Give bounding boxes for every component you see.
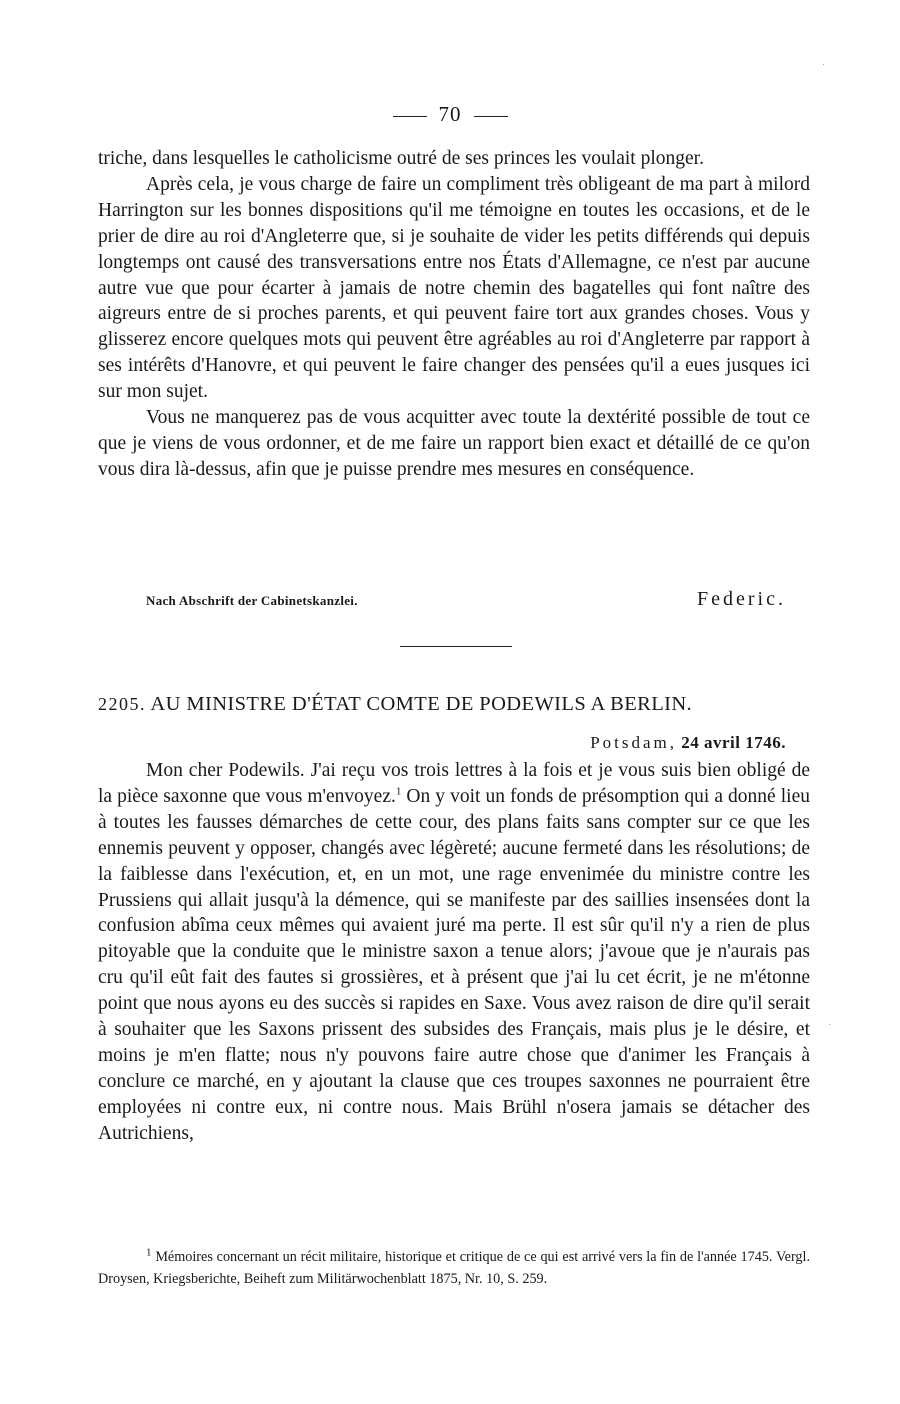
letter-body [98, 758, 810, 1147]
signature: Federic. [697, 588, 786, 610]
letter-body-paragraph [98, 758, 810, 1147]
letter-dateline [0, 733, 786, 753]
scan-speck: · [822, 60, 826, 71]
scan-speck: · [828, 1020, 832, 1031]
page-number-dash-right [474, 116, 508, 117]
letter-body-main: On y voit un fonds de présomption qui a donné lieu à toutes les fausses démarches de cette cour, des plans faits sans compter sur ce que les ennemis peuvent y opposer, changés avec légèreté; aucune fermeté dans les résolutions; de la faiblesse dans l'exécution, et, en un mot, une rage envenimée du ministre contre les Prussiens qui allait jusqu'à la démence, qui se manifeste par des saillies insensées dont la confusion abîma ceux mêmes qui avaient juré ma perte. Il est sûr qu'il n'y a rien de plus pitoyable que la conduite que le ministre saxon a tenue alors; j'avoue que je n'aurais pas cru qu'il eût fait des fautes si grossières, et à présent que j'ai lu cet écrit, je ne m'étonne point que nous ayons eu des succès si rapides en Saxe. Vous avez raison de dire qu'il serait à souhaiter que les Saxons prissent des subsides des Français, mais plus je le désire, et moins je m'en flatte; nous n'y pouvons faire autre chose que d'animer les Français à conclure ce marché, en y ajoutant la clause que ces troupes saxonnes ne pourraient être employées ni contre eux, ni contre nous. Mais Brühl n'osera jamais se détacher des Autrichiens, [98, 785, 810, 1144]
previous-letter-ending [98, 146, 810, 483]
letter-body-opening: Mon cher Podewils. J'ai reçu vos trois lettres à la fois et je vous suis bien obligé de la pièce saxonne que vous m'envoyez. [98, 760, 810, 807]
paragraph-continuation: triche, dans lesquelles le catholicisme outré de ses princes les voulait plonger. [98, 148, 704, 169]
footnote-mark: 1 [146, 1246, 152, 1259]
letter-separator-rule [400, 646, 512, 647]
source-and-signature [146, 588, 786, 611]
letter-title: AU MINISTRE D'ÉTAT COMTE DE PODEWILS A BERLIN. [150, 693, 693, 715]
page-number [0, 102, 900, 127]
paragraph-instructions: Vous ne manquerez pas de vous acquitter avec toute la dextérité possible de tout ce que je viens de vous ordonner, et de me faire un rapport bien exact et détaillé de ce qu'on vous dira là-dessus, afin que je puisse prendre mes mesures en conséquence. [98, 407, 810, 480]
footnote-reference: 1 [395, 785, 402, 798]
footnote-text: Mémoires concernant un récit militaire, historique et critique de ce qui est arrivé vers la fin de l'année 1745. Vergl. Droysen, Kriegsberichte, Beiheft zum Militärwochenblatt 1875, Nr. 10, S. 259. [98, 1249, 810, 1287]
paragraph-harrington: Après cela, je vous charge de faire un compliment très obligeant de ma part à milord Harrington sur les bonnes dispositions qu'il me témoigne en toutes les occasions, et de le prier de dire au roi d'Angleterre que, si je souhaite de vider les petits différends qui depuis longtemps ont causé des transversations entre nos États d'Allemagne, ce n'est par aucune autre vue que pour écarter à jamais de notre chemin des bagatelles qui font naître des aigreurs entre de si proches parents, et qui peuvent faire tort aux grandes choses. Vous y glisserez encore quelques mots qui peuvent être agréables au roi d'Angleterre par rapport à ses intérêts d'Hanovre, et qui peuvent le faire changer des pensées qu'il a eues jusques ici sur mon sujet. [98, 173, 810, 403]
letter-place: Potsdam, [590, 733, 677, 752]
source-note: Nach Abschrift der Cabinetskanzlei. [146, 593, 358, 608]
footnotes [98, 1247, 810, 1291]
letter-number: 2205. [98, 694, 146, 714]
letter-heading [98, 693, 810, 716]
page-number-dash-left [393, 116, 427, 117]
letter-date: 24 avril 1746. [681, 733, 786, 752]
footnote-1 [98, 1247, 810, 1291]
page-number-value: 70 [438, 102, 462, 126]
